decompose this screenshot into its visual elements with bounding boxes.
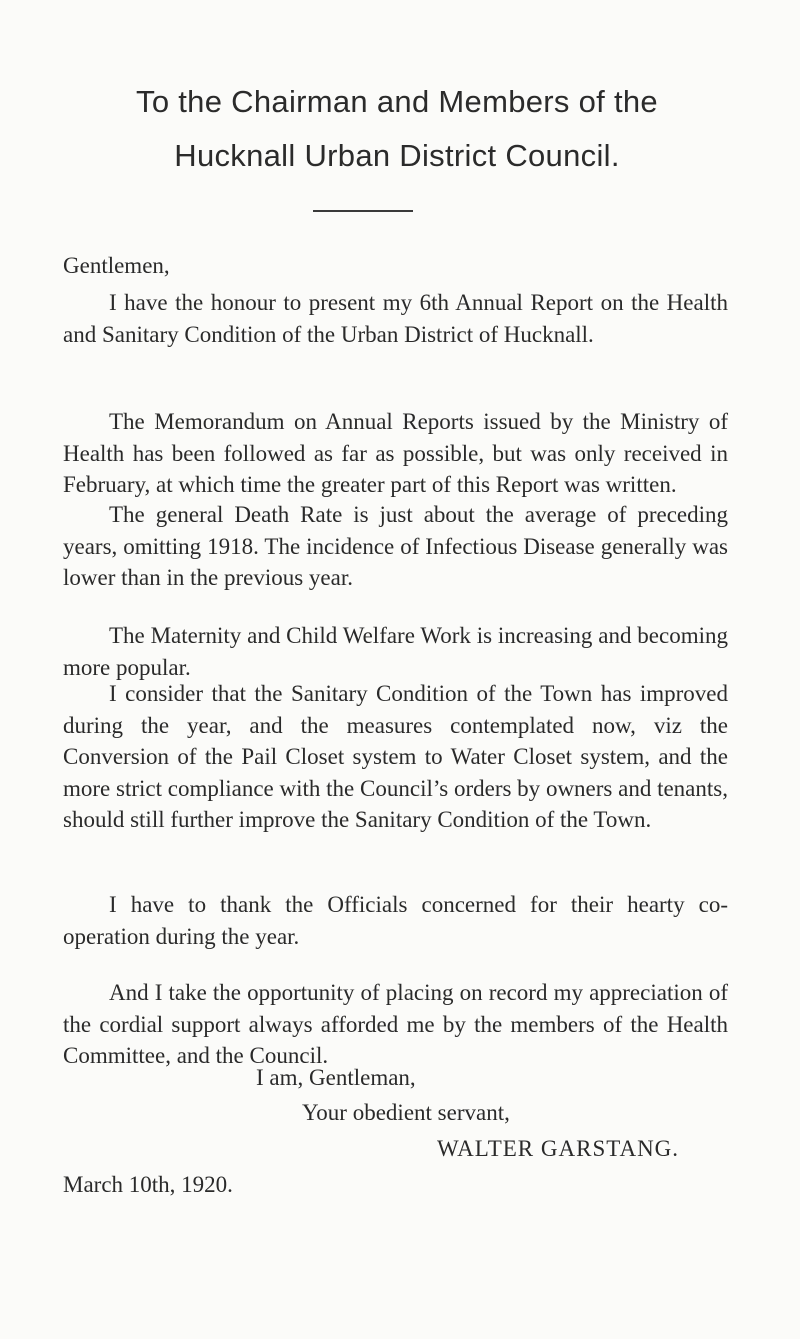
letter-date: March 10th, 1920. [63, 1172, 233, 1197]
paragraph-5 [63, 678, 728, 836]
paragraph-text: I consider that the Sanitary Condition of the Town has improved during the year, and the measures contemplated now, viz the Conversion of the Pail Closet system to Water Closet system, and the more strict compliance with the Council’s orders by owners and tenants, should still further improve the Sanitary Condition of the Town. [63, 681, 728, 833]
closing-line-2: Your obedient servant, [302, 1100, 510, 1125]
paragraph-text: And I take the opportunity of placing on record my appreciation of the cordial support always afforded me by the members of the Health Committee, and the Council. [63, 980, 728, 1069]
paragraph-text: I have the honour to present my 6th Annual Report on the Health and Sanitary Condition of the Urban District of Hucknall. [63, 290, 728, 347]
paragraph-text: The Maternity and Child Welfare Work is increasing and becoming more popular. [63, 623, 728, 680]
paragraph-2 [63, 406, 728, 501]
paragraph-text: The Memorandum on Annual Reports issued by the Ministry of Health has been followed as far as possible, but was only received in February, at which time the greater part of this Report was written. [63, 409, 728, 498]
paragraph-3 [63, 499, 728, 594]
addressee-line-1: To the Chairman and Members of the [136, 84, 658, 119]
paragraph-6 [63, 889, 728, 952]
paragraph-4 [63, 620, 728, 683]
addressee-line-2: Hucknall Urban District Council. [174, 138, 620, 173]
divider-rule [313, 210, 413, 212]
paragraph-text: The general Death Rate is just about the average of preceding years, omitting 1918. The incidence of Infectious Disease generally was lower than in the previous year. [63, 502, 728, 591]
paragraph-text: I have to thank the Officials concerned for their hearty co-operation during the year. [63, 892, 728, 949]
salutation: Gentlemen, [63, 253, 170, 278]
closing-line-1: I am, Gentleman, [256, 1065, 416, 1090]
signature: WALTER GARSTANG. [437, 1136, 680, 1161]
paragraph-1 [63, 287, 728, 350]
paragraph-7 [63, 977, 728, 1072]
